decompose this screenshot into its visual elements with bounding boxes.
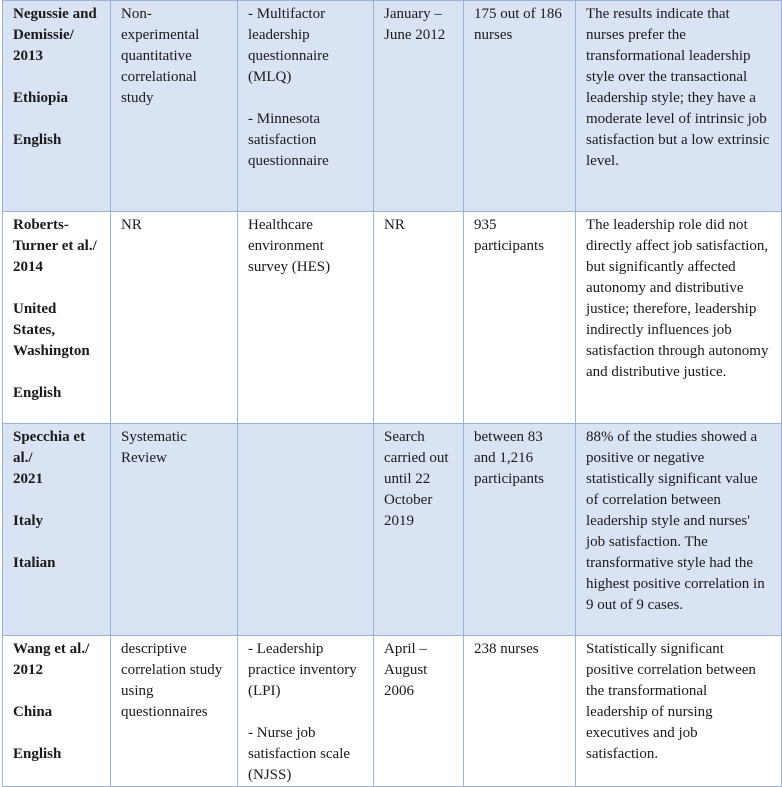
study-author: Negussie and Demissie/: [13, 6, 97, 43]
design-cell: descriptive correlation study using questionnaires: [111, 636, 238, 787]
findings-cell: Statistically significant positive correlation between the transformational leadership of nursing executives and job satisfaction.: [576, 636, 782, 787]
study-country: Ethiopia: [13, 90, 69, 106]
sample-cell: between 83 and 1,216 participants: [464, 424, 576, 636]
instruments-cell: [238, 1, 374, 212]
study-cell: [3, 212, 111, 424]
design-cell: NR: [111, 212, 238, 424]
sample-cell: 935 participants: [464, 212, 576, 424]
instrument-item: - Leadership practice inventory (LPI): [248, 641, 357, 699]
table-row: [3, 212, 782, 424]
instruments-cell: [238, 424, 374, 636]
study-country: China: [13, 704, 53, 720]
study-language: English: [13, 746, 62, 762]
study-author: Wang et al./: [13, 641, 90, 657]
study-language: Italian: [13, 555, 56, 571]
study-cell: [3, 636, 111, 787]
study-language: English: [13, 132, 62, 148]
design-cell: Systematic Review: [111, 424, 238, 636]
instrument-item: - Minnesota satisfaction questionnaire: [248, 111, 329, 169]
study-year: 2021: [13, 471, 43, 487]
study-cell: [3, 1, 111, 212]
instruments-cell: [238, 212, 374, 424]
study-year: 2013: [13, 48, 43, 64]
studies-table: [2, 0, 782, 787]
sample-cell: 238 nurses: [464, 636, 576, 787]
period-cell: Search carried out until 22 October 2019: [374, 424, 464, 636]
study-year: 2014: [13, 259, 43, 275]
study-year: 2012: [13, 662, 43, 678]
instrument-item: - Multifactor leadership questionnaire (MLQ): [248, 6, 329, 85]
study-author: Roberts-Turner et al./: [13, 217, 97, 254]
instrument-item: - Nurse job satisfaction scale (NJSS): [248, 725, 351, 783]
study-cell: [3, 424, 111, 636]
design-cell: Non-experimental quantitative correlational study: [111, 1, 238, 212]
table-row: [3, 636, 782, 787]
findings-cell: The results indicate that nurses prefer the transformational leadership style over the transactional leadership style; they have a moderate level of intrinsic job satisfaction but a low extrinsic level.: [576, 1, 782, 212]
table-row: [3, 1, 782, 212]
table-row: [3, 424, 782, 636]
period-cell: NR: [374, 212, 464, 424]
study-author: Specchia et al./: [13, 429, 86, 466]
findings-cell: The leadership role did not directly affect job satisfaction, but significantly affected autonomy and distributive justice; therefore, leadership indirectly influences job satisfaction through autonomy and distributive justice.: [576, 212, 782, 424]
sample-cell: 175 out of 186 nurses: [464, 1, 576, 212]
instrument-item: Healthcare environment survey (HES): [248, 217, 331, 275]
study-language: English: [13, 385, 62, 401]
study-country: Italy: [13, 513, 43, 529]
period-cell: April – August 2006: [374, 636, 464, 787]
study-country: United States, Washington: [13, 301, 90, 359]
period-cell: January – June 2012: [374, 1, 464, 212]
findings-cell: 88% of the studies showed a positive or negative statistically significant value of correlation between leadership style and nurses' job satisfaction. The transformative style had the highest positive correlation in 9 out of 9 cases.: [576, 424, 782, 636]
instruments-cell: [238, 636, 374, 787]
